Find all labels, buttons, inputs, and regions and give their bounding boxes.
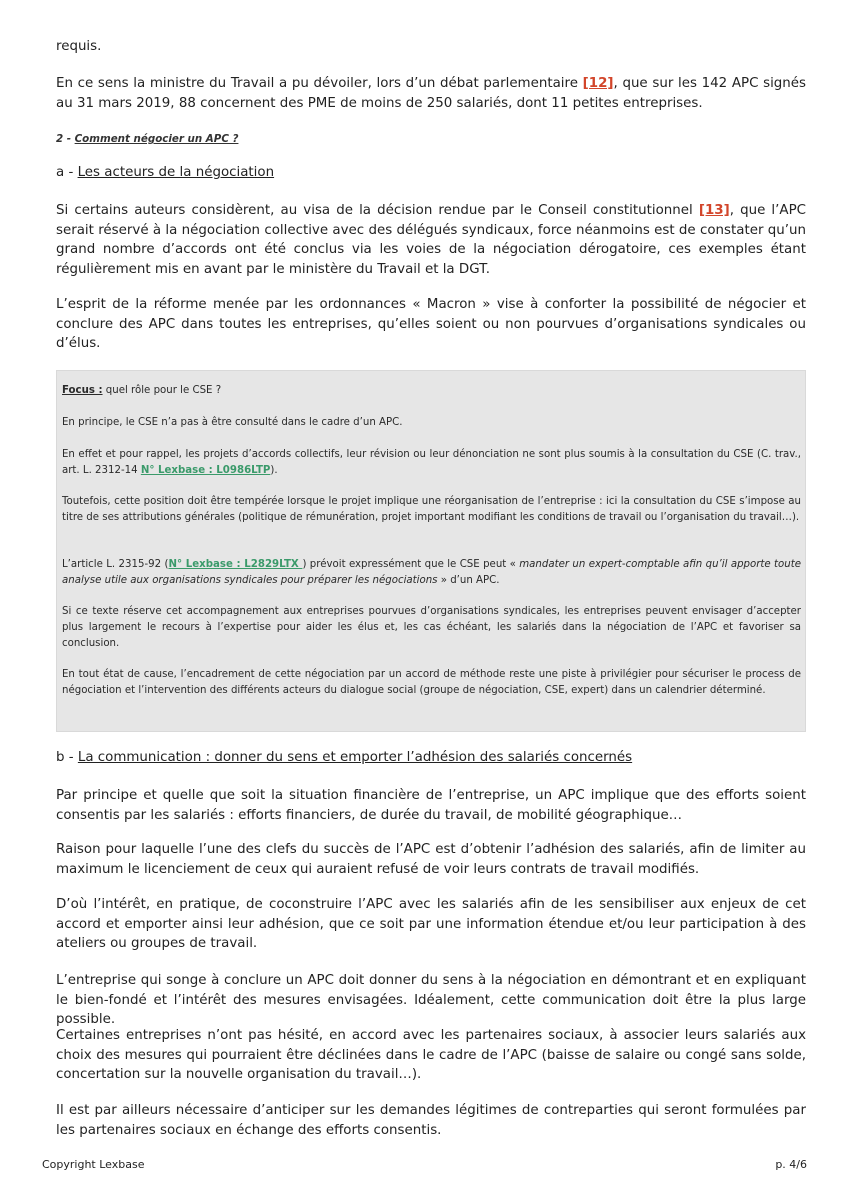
lexbase-link-l2829ltx[interactable]: N° Lexbase : L2829LTX (168, 559, 303, 570)
focus-paragraph-3: Toutefois, cette position doit être tempérée lorsque le projet implique une réorganisation de l’entreprise : ici la consultation du CSE s’impose au titre de ses attributions générales (politique de rémunération, projet important modifiant les conditions de travail ou l’organisation du travail…). (62, 496, 801, 523)
paragraph-interet: D’où l’intérêt, en pratique, de coconstruire l’APC avec les salariés afin de les sensibiliser aux enjeux de cet accord et emporter ainsi leur adhésion, que ce soit par une information étendue et/ou leur participation à des ateliers ou groupes de travail. (56, 897, 806, 952)
subheading-b: b - La communication : donner du sens et emporter l’adhésion des salariés concernés (56, 750, 633, 765)
footnote-ref-13[interactable]: [13] (698, 203, 730, 218)
focus-paragraph-6: En tout état de cause, l’encadrement de cette négociation par un accord de méthode reste une piste à privilégier pour sécuriser le process de négociation et l’intervention des différents acteurs du dialogue social (groupe de négociation, CSE, expert) dans un calendrier déterminé. (62, 669, 801, 696)
paragraph-esprit: L’esprit de la réforme menée par les ordonnances « Macron » vise à conforter la possibilité de négocier et conclure des APC dans toutes les entreprises, qu’elles soient ou non pourvues d’organisations syndicales ou d’élus. (56, 297, 806, 352)
focus-paragraph-4: L’article L. 2315-92 (N° Lexbase : L2829LTX ) prévoit expressément que le CSE peut « mandater un expert-comptable afin qu’il apporte toute analyse utile aux organisations syndicales pour préparer les négociations » d’un APC. (62, 559, 802, 586)
focus-paragraph-5: Si ce texte réserve cet accompagnement aux entreprises pourvues d’organisations syndicales, les entreprises peuvent envisager d’accepter plus largement le recours à l’expertise pour aider les élus et, les cas échéant, les salariés dans la négociation de l’APC et favoriser sa conclusion. (62, 606, 801, 649)
paragraph-principe: Par principe et quelle que soit la situation financière de l’entreprise, un APC implique que des efforts soient consentis par les salariés : efforts financiers, de durée du travail, de mobilité géographique… (56, 788, 806, 823)
paragraph-certaines: Certaines entreprises n’ont pas hésité, en accord avec les partenaires sociaux, à associer leurs salariés aux choix des mesures qui pourraient être déclinées dans le cadre de l’APC (baisse de salaire ou congé sans solde, concertation sur la nouvelle organisation du travail…). (56, 1028, 806, 1083)
paragraph-auteurs: Si certains auteurs considèrent, au visa de la décision rendue par le Conseil constitutionnel [13], que l’APC serait réservé à la négociation collective avec des délégués syndicaux, force néanmoins est de constater qu’un grand nombre d’accords ont été conclus via les voies de la négociation dérogatoire, ces exemples étant régulièrement mis en avant par le ministère du Travail et la DGT. (56, 203, 806, 277)
focus-paragraph-1: En principe, le CSE n’a pas à être consulté dans le cadre d’un APC. (62, 417, 403, 428)
paragraph-raison: Raison pour laquelle l’une des clefs du succès de l’APC est d’obtenir l’adhésion des salariés, afin de limiter au maximum le licenciement de ceux qui auraient refusé de voir leurs contrats de travail modifiés. (56, 842, 806, 877)
subheading-a: a - Les acteurs de la négociation (56, 165, 275, 180)
paragraph-requis: requis. (56, 39, 102, 54)
footer-page-number: p. 4/6 (775, 1158, 807, 1171)
footer-copyright: Copyright Lexbase (42, 1158, 145, 1171)
focus-title: Focus : quel rôle pour le CSE ? (62, 385, 222, 396)
section-2-heading: 2 - Comment négocier un APC ? (56, 133, 239, 145)
lexbase-link-l0986ltp[interactable]: N° Lexbase : L0986LTP (140, 464, 271, 476)
paragraph-anticiper: Il est par ailleurs nécessaire d’anticiper sur les demandes légitimes de contreparties qui seront formulées par les partenaires sociaux en échange des efforts consentis. (56, 1103, 806, 1138)
paragraph-ministre: En ce sens la ministre du Travail a pu dévoiler, lors d’un débat parlementaire [12], que sur les 142 APC signés au 31 mars 2019, 88 concernent des PME de moins de 250 salariés, dont 11 petites entreprises. (56, 76, 807, 111)
focus-paragraph-2: En effet et pour rappel, les projets d’accords collectifs, leur révision ou leur dénonciation ne sont plus soumis à la consultation du CSE (C. trav., art. L. 2312-14 N° Lexbase : L0986LTP). (62, 449, 801, 476)
paragraph-entreprise: L’entreprise qui songe à conclure un APC doit donner du sens à la négociation en démontrant et en expliquant le bien-fondé et l’intérêt des mesures envisagées. Idéalement, cette communication doit être la plus large possible. (56, 973, 806, 1028)
focus-label: Focus : (62, 385, 103, 396)
footnote-ref-12[interactable]: [12] (582, 76, 614, 91)
focus-box (56, 370, 806, 732)
